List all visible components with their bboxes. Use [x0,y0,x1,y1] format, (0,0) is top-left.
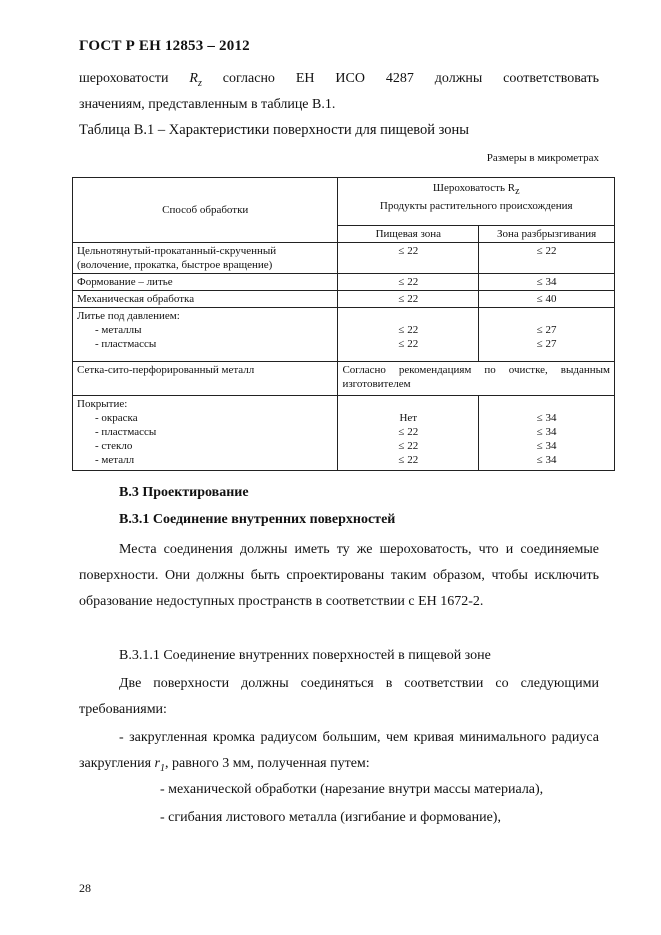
head-products: Продукты растительного происхождения [379,200,573,213]
table-row: Покрытие: - окраска - пластмассы - стекло - металл Нет ≤ 22 ≤ 22 ≤ 22 ≤ 34 ≤ 34 ≤ 34 ≤ 34 [73,396,615,471]
standard-header: ГОСТ Р ЕН 12853 – 2012 [79,38,250,54]
section-b3-title: В.3 Проектирование [119,485,249,500]
head-method: Способ обработки [73,178,338,243]
intro-text: согласно ЕН ИСО 4287 должны соответствовать [222,71,599,86]
table-cut-off [72,471,617,477]
intro-word: шероховатости [79,71,169,86]
head-splash: Зона разбрызгивания [479,226,615,243]
table-row: Литье под давлением: - металлы - пластмассы ≤ 22 ≤ 22 ≤ 27 ≤ 27 [73,308,615,362]
page-number: 28 [79,881,91,895]
sub-item-1: - механической обработки (нарезание внутри массы материала), [160,782,544,797]
surface-table [72,177,615,471]
table-row: Цельнотянутый-прокатанный-скрученный (волочение, прокатка, быстрое вращение) ≤ 22 ≤ 22 [73,243,615,274]
table-caption: Таблица В.1 – Характеристики поверхности для пищевой зоны [79,122,470,138]
bullet-1: - закругленная кромка радиусом большим, чем кривая минимального радиуса закругления $r_1$, равного 3 мм, полученная путем: [79,730,599,774]
sub-item-2: - сгибания листового металла (изгибание и формование), [160,810,501,825]
section-b31-title: В.3.1 Соединение внутренних поверхностей [119,512,396,527]
section-b311-text: Две поверхности должны соединяться в соответствии со следующими требованиями: [79,676,599,717]
section-b311-title: В.3.1.1 Соединение внутренних поверхностей в пищевой зоне [119,648,491,663]
intro-line-2: значениям, представленным в таблице В.1. [79,97,336,112]
head-roughness: Шероховатость $R_z$ Продукты растительного происхождения [338,178,615,226]
table-row: Формование – литье ≤ 22 ≤ 34 [73,274,615,291]
head-food: Пищевая зона [338,226,479,243]
table-row: Механическая обработка ≤ 22 ≤ 40 [73,291,615,308]
r1-symbol: $r_1$ [154,756,165,774]
table-units: Размеры в микрометрах [486,152,599,164]
table-row: Сетка-сито-перфорированный металл Согласно рекомендациям по очистке, выданным изготовителем [73,362,615,396]
section-b31-text: Места соединения должны иметь ту же шероховатость, что и соединяемые поверхности. Они должны быть спроектированы таким образом, чтобы исключить образование недоступных пространств в соответствии с ЕН 1672-2. [79,542,599,609]
rz-symbol: $R_z$ [189,71,202,89]
